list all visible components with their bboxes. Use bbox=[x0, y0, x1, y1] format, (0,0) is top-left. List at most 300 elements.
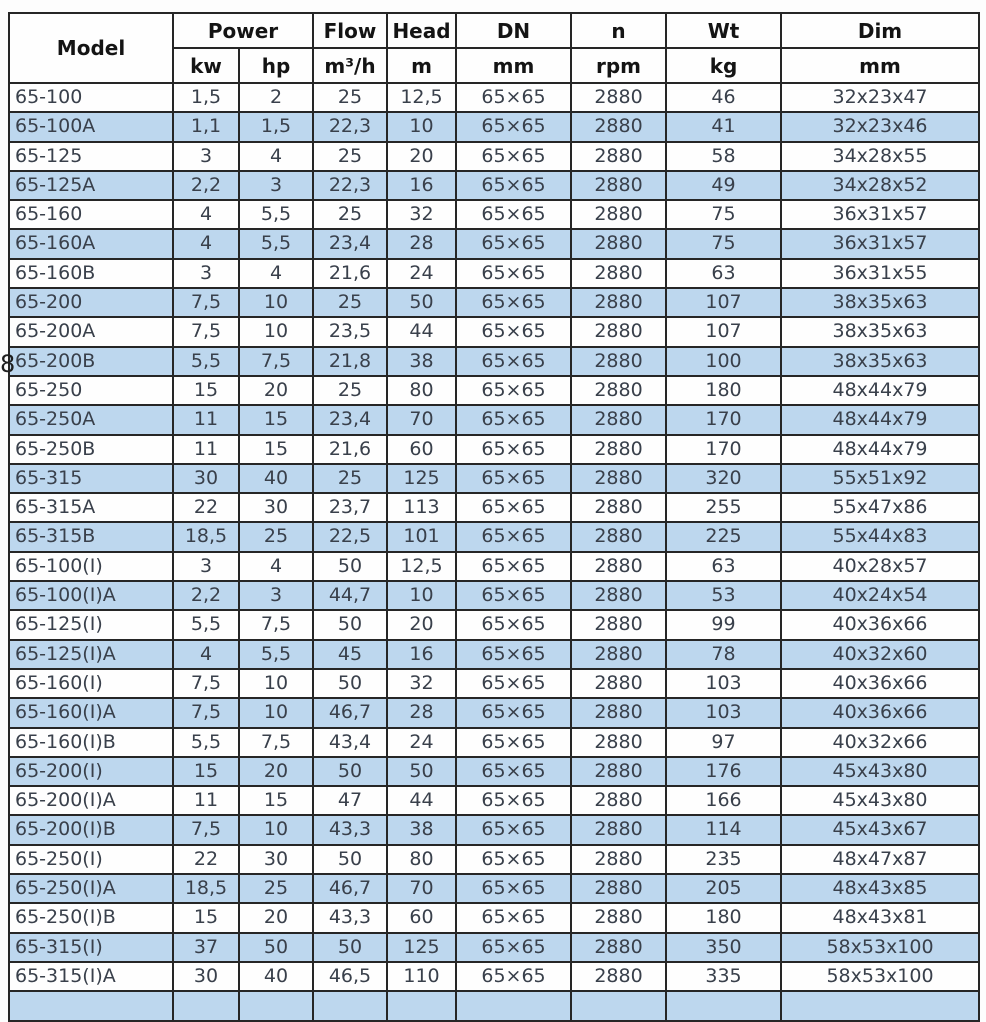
value-cell: 20 bbox=[387, 142, 456, 171]
table-row bbox=[9, 903, 979, 932]
model-cell: 65-315A bbox=[9, 493, 173, 522]
value-cell: 65×65 bbox=[456, 552, 571, 581]
model-cell: 65-250A bbox=[9, 405, 173, 434]
value-cell bbox=[571, 991, 666, 1020]
value-cell: 50 bbox=[387, 288, 456, 317]
col-header-n: n bbox=[571, 13, 666, 48]
value-cell: 25 bbox=[313, 142, 387, 171]
value-cell: 46,7 bbox=[313, 698, 387, 727]
value-cell: 2880 bbox=[571, 464, 666, 493]
value-cell: 65×65 bbox=[456, 464, 571, 493]
value-cell: 36x31x57 bbox=[781, 200, 979, 229]
value-cell: 60 bbox=[387, 435, 456, 464]
model-cell: 65-250(I)A bbox=[9, 874, 173, 903]
table-row bbox=[9, 845, 979, 874]
value-cell: 70 bbox=[387, 874, 456, 903]
value-cell bbox=[456, 991, 571, 1020]
value-cell: 40 bbox=[239, 962, 313, 991]
value-cell: 7,5 bbox=[173, 698, 239, 727]
model-cell: 65-250 bbox=[9, 376, 173, 405]
value-cell: 114 bbox=[666, 815, 781, 844]
value-cell: 65×65 bbox=[456, 640, 571, 669]
value-cell bbox=[313, 991, 387, 1020]
model-cell: 65-250B bbox=[9, 435, 173, 464]
model-cell: 65-250(I) bbox=[9, 845, 173, 874]
model-cell: 65-160A bbox=[9, 229, 173, 258]
value-cell: 10 bbox=[239, 698, 313, 727]
table-row bbox=[9, 288, 979, 317]
value-cell: 28 bbox=[387, 229, 456, 258]
value-cell: 2880 bbox=[571, 845, 666, 874]
value-cell: 65×65 bbox=[456, 874, 571, 903]
unit-header-flow: m³/h bbox=[313, 48, 387, 83]
value-cell: 65×65 bbox=[456, 259, 571, 288]
model-cell: 65-100(I) bbox=[9, 552, 173, 581]
value-cell: 3 bbox=[239, 171, 313, 200]
value-cell: 7,5 bbox=[173, 288, 239, 317]
unit-header-head: m bbox=[387, 48, 456, 83]
value-cell: 1,5 bbox=[239, 112, 313, 141]
value-cell: 225 bbox=[666, 522, 781, 551]
value-cell: 38 bbox=[387, 815, 456, 844]
value-cell: 38x35x63 bbox=[781, 347, 979, 376]
table-row bbox=[9, 786, 979, 815]
value-cell: 65×65 bbox=[456, 171, 571, 200]
value-cell: 5,5 bbox=[173, 347, 239, 376]
value-cell: 40x32x66 bbox=[781, 728, 979, 757]
value-cell: 2880 bbox=[571, 786, 666, 815]
value-cell: 113 bbox=[387, 493, 456, 522]
value-cell bbox=[239, 991, 313, 1020]
value-cell: 38x35x63 bbox=[781, 288, 979, 317]
value-cell: 2880 bbox=[571, 522, 666, 551]
table-row bbox=[9, 142, 979, 171]
value-cell: 2880 bbox=[571, 112, 666, 141]
value-cell: 50 bbox=[387, 757, 456, 786]
value-cell: 65×65 bbox=[456, 845, 571, 874]
value-cell: 235 bbox=[666, 845, 781, 874]
value-cell: 65×65 bbox=[456, 142, 571, 171]
value-cell: 25 bbox=[313, 464, 387, 493]
value-cell bbox=[173, 991, 239, 1020]
value-cell: 34x28x52 bbox=[781, 171, 979, 200]
value-cell: 40x36x66 bbox=[781, 669, 979, 698]
value-cell: 25 bbox=[313, 83, 387, 112]
table-row bbox=[9, 229, 979, 258]
value-cell: 2880 bbox=[571, 757, 666, 786]
table-row bbox=[9, 435, 979, 464]
col-header-dim: Dim bbox=[781, 13, 979, 48]
value-cell: 3 bbox=[173, 259, 239, 288]
value-cell: 2880 bbox=[571, 698, 666, 727]
model-cell: 65-200(I) bbox=[9, 757, 173, 786]
value-cell: 12,5 bbox=[387, 552, 456, 581]
model-cell bbox=[9, 991, 173, 1020]
value-cell: 40x36x66 bbox=[781, 698, 979, 727]
value-cell: 21,6 bbox=[313, 259, 387, 288]
table-row bbox=[9, 669, 979, 698]
value-cell: 65×65 bbox=[456, 83, 571, 112]
value-cell: 65×65 bbox=[456, 200, 571, 229]
table-row bbox=[9, 112, 979, 141]
value-cell: 50 bbox=[313, 757, 387, 786]
value-cell: 32x23x47 bbox=[781, 83, 979, 112]
value-cell: 65×65 bbox=[456, 376, 571, 405]
value-cell: 46,5 bbox=[313, 962, 387, 991]
value-cell: 65×65 bbox=[456, 435, 571, 464]
value-cell: 20 bbox=[387, 610, 456, 639]
col-header-power: Power bbox=[173, 13, 313, 48]
model-cell: 65-200B bbox=[9, 347, 173, 376]
value-cell: 22,3 bbox=[313, 112, 387, 141]
value-cell: 97 bbox=[666, 728, 781, 757]
model-cell: 65-200 bbox=[9, 288, 173, 317]
value-cell: 40x28x57 bbox=[781, 552, 979, 581]
value-cell: 23,4 bbox=[313, 405, 387, 434]
value-cell: 50 bbox=[313, 552, 387, 581]
value-cell: 99 bbox=[666, 610, 781, 639]
value-cell: 45x43x67 bbox=[781, 815, 979, 844]
value-cell: 32 bbox=[387, 200, 456, 229]
value-cell: 30 bbox=[173, 962, 239, 991]
value-cell: 50 bbox=[313, 845, 387, 874]
value-cell: 7,5 bbox=[239, 728, 313, 757]
value-cell: 16 bbox=[387, 171, 456, 200]
table-body bbox=[9, 83, 979, 1021]
value-cell: 38 bbox=[387, 347, 456, 376]
col-header-flow: Flow bbox=[313, 13, 387, 48]
value-cell: 2880 bbox=[571, 933, 666, 962]
value-cell: 65×65 bbox=[456, 317, 571, 346]
value-cell: 55x47x86 bbox=[781, 493, 979, 522]
value-cell: 4 bbox=[173, 200, 239, 229]
value-cell: 53 bbox=[666, 581, 781, 610]
value-cell: 15 bbox=[173, 903, 239, 932]
table-row bbox=[9, 698, 979, 727]
value-cell: 2880 bbox=[571, 288, 666, 317]
value-cell: 2880 bbox=[571, 493, 666, 522]
value-cell: 2880 bbox=[571, 640, 666, 669]
value-cell: 22,3 bbox=[313, 171, 387, 200]
table-row bbox=[9, 376, 979, 405]
value-cell: 320 bbox=[666, 464, 781, 493]
value-cell: 80 bbox=[387, 845, 456, 874]
table-row bbox=[9, 962, 979, 991]
table-row bbox=[9, 581, 979, 610]
model-cell: 65-160 bbox=[9, 200, 173, 229]
value-cell: 5,5 bbox=[173, 728, 239, 757]
value-cell: 24 bbox=[387, 728, 456, 757]
value-cell: 2880 bbox=[571, 903, 666, 932]
value-cell: 100 bbox=[666, 347, 781, 376]
value-cell: 4 bbox=[239, 259, 313, 288]
value-cell: 45x43x80 bbox=[781, 757, 979, 786]
value-cell: 44 bbox=[387, 317, 456, 346]
value-cell: 22,5 bbox=[313, 522, 387, 551]
value-cell: 2880 bbox=[571, 610, 666, 639]
value-cell: 50 bbox=[313, 669, 387, 698]
value-cell: 2880 bbox=[571, 376, 666, 405]
value-cell: 2880 bbox=[571, 347, 666, 376]
value-cell: 335 bbox=[666, 962, 781, 991]
value-cell: 11 bbox=[173, 786, 239, 815]
value-cell: 48x44x79 bbox=[781, 435, 979, 464]
value-cell: 350 bbox=[666, 933, 781, 962]
value-cell: 15 bbox=[173, 757, 239, 786]
table-row bbox=[9, 83, 979, 112]
value-cell: 2880 bbox=[571, 669, 666, 698]
value-cell: 2880 bbox=[571, 874, 666, 903]
value-cell: 15 bbox=[239, 786, 313, 815]
value-cell: 5,5 bbox=[173, 610, 239, 639]
model-cell: 65-125 bbox=[9, 142, 173, 171]
value-cell: 58x53x100 bbox=[781, 933, 979, 962]
value-cell: 48x44x79 bbox=[781, 376, 979, 405]
page-number-artifact: 8 bbox=[0, 350, 16, 378]
value-cell: 170 bbox=[666, 405, 781, 434]
value-cell: 1,1 bbox=[173, 112, 239, 141]
model-cell: 65-125(I) bbox=[9, 610, 173, 639]
value-cell: 25 bbox=[313, 288, 387, 317]
unit-header-kw: kw bbox=[173, 48, 239, 83]
value-cell: 5,5 bbox=[239, 200, 313, 229]
value-cell: 36x31x55 bbox=[781, 259, 979, 288]
value-cell: 65×65 bbox=[456, 229, 571, 258]
table-row bbox=[9, 405, 979, 434]
value-cell: 30 bbox=[239, 493, 313, 522]
value-cell: 16 bbox=[387, 640, 456, 669]
model-cell: 65-100(I)A bbox=[9, 581, 173, 610]
value-cell: 37 bbox=[173, 933, 239, 962]
pump-spec-table bbox=[8, 12, 980, 1022]
value-cell: 2880 bbox=[571, 405, 666, 434]
value-cell: 2880 bbox=[571, 259, 666, 288]
value-cell: 7,5 bbox=[173, 669, 239, 698]
value-cell: 48x43x85 bbox=[781, 874, 979, 903]
value-cell: 3 bbox=[173, 142, 239, 171]
value-cell: 65×65 bbox=[456, 347, 571, 376]
value-cell: 20 bbox=[239, 757, 313, 786]
value-cell: 2880 bbox=[571, 815, 666, 844]
value-cell: 176 bbox=[666, 757, 781, 786]
col-header-head: Head bbox=[387, 13, 456, 48]
value-cell: 20 bbox=[239, 903, 313, 932]
value-cell: 5,5 bbox=[239, 229, 313, 258]
value-cell: 7,5 bbox=[239, 610, 313, 639]
table-row bbox=[9, 347, 979, 376]
col-header-wt: Wt bbox=[666, 13, 781, 48]
value-cell: 3 bbox=[173, 552, 239, 581]
value-cell: 21,8 bbox=[313, 347, 387, 376]
model-cell: 65-160(I)A bbox=[9, 698, 173, 727]
model-cell: 65-160B bbox=[9, 259, 173, 288]
model-cell: 65-125(I)A bbox=[9, 640, 173, 669]
table-row bbox=[9, 493, 979, 522]
value-cell: 65×65 bbox=[456, 493, 571, 522]
table-row bbox=[9, 200, 979, 229]
value-cell: 43,4 bbox=[313, 728, 387, 757]
value-cell: 48x43x81 bbox=[781, 903, 979, 932]
value-cell: 10 bbox=[239, 669, 313, 698]
value-cell: 10 bbox=[387, 112, 456, 141]
value-cell: 5,5 bbox=[239, 640, 313, 669]
value-cell: 50 bbox=[239, 933, 313, 962]
unit-header-hp: hp bbox=[239, 48, 313, 83]
value-cell: 107 bbox=[666, 288, 781, 317]
value-cell: 15 bbox=[239, 435, 313, 464]
value-cell: 110 bbox=[387, 962, 456, 991]
value-cell: 30 bbox=[173, 464, 239, 493]
value-cell: 22 bbox=[173, 493, 239, 522]
value-cell: 103 bbox=[666, 669, 781, 698]
value-cell: 2880 bbox=[571, 317, 666, 346]
value-cell: 25 bbox=[313, 376, 387, 405]
model-cell: 65-125A bbox=[9, 171, 173, 200]
value-cell: 38x35x63 bbox=[781, 317, 979, 346]
value-cell: 65×65 bbox=[456, 815, 571, 844]
value-cell: 49 bbox=[666, 171, 781, 200]
value-cell: 7,5 bbox=[173, 815, 239, 844]
value-cell: 65×65 bbox=[456, 962, 571, 991]
value-cell bbox=[781, 991, 979, 1020]
value-cell: 48x47x87 bbox=[781, 845, 979, 874]
value-cell: 63 bbox=[666, 259, 781, 288]
value-cell: 65×65 bbox=[456, 933, 571, 962]
value-cell: 10 bbox=[239, 317, 313, 346]
value-cell: 21,6 bbox=[313, 435, 387, 464]
table-row bbox=[9, 171, 979, 200]
value-cell: 3 bbox=[239, 581, 313, 610]
value-cell: 2880 bbox=[571, 581, 666, 610]
value-cell: 2880 bbox=[571, 552, 666, 581]
model-cell: 65-315 bbox=[9, 464, 173, 493]
value-cell: 58 bbox=[666, 142, 781, 171]
value-cell: 45x43x80 bbox=[781, 786, 979, 815]
value-cell: 65×65 bbox=[456, 669, 571, 698]
value-cell bbox=[666, 991, 781, 1020]
value-cell: 255 bbox=[666, 493, 781, 522]
value-cell: 65×65 bbox=[456, 757, 571, 786]
value-cell: 2880 bbox=[571, 200, 666, 229]
value-cell: 65×65 bbox=[456, 288, 571, 317]
value-cell: 180 bbox=[666, 376, 781, 405]
value-cell: 2880 bbox=[571, 171, 666, 200]
value-cell: 32x23x46 bbox=[781, 112, 979, 141]
value-cell: 36x31x57 bbox=[781, 229, 979, 258]
value-cell: 7,5 bbox=[173, 317, 239, 346]
value-cell: 70 bbox=[387, 405, 456, 434]
value-cell: 55x44x83 bbox=[781, 522, 979, 551]
table-row bbox=[9, 757, 979, 786]
unit-header-dn: mm bbox=[456, 48, 571, 83]
value-cell: 40 bbox=[239, 464, 313, 493]
model-cell: 65-200(I)B bbox=[9, 815, 173, 844]
value-cell: 11 bbox=[173, 405, 239, 434]
value-cell: 44,7 bbox=[313, 581, 387, 610]
value-cell: 7,5 bbox=[239, 347, 313, 376]
table-row bbox=[9, 815, 979, 844]
table-row bbox=[9, 259, 979, 288]
table-row bbox=[9, 464, 979, 493]
model-cell: 65-315(I)A bbox=[9, 962, 173, 991]
value-cell bbox=[387, 991, 456, 1020]
value-cell: 4 bbox=[173, 640, 239, 669]
value-cell: 101 bbox=[387, 522, 456, 551]
value-cell: 43,3 bbox=[313, 815, 387, 844]
value-cell: 46,7 bbox=[313, 874, 387, 903]
value-cell: 65×65 bbox=[456, 610, 571, 639]
value-cell: 65×65 bbox=[456, 581, 571, 610]
table-row bbox=[9, 522, 979, 551]
value-cell: 2,2 bbox=[173, 581, 239, 610]
value-cell: 65×65 bbox=[456, 903, 571, 932]
value-cell: 18,5 bbox=[173, 874, 239, 903]
value-cell: 60 bbox=[387, 903, 456, 932]
value-cell: 180 bbox=[666, 903, 781, 932]
model-cell: 65-200A bbox=[9, 317, 173, 346]
value-cell: 40x24x54 bbox=[781, 581, 979, 610]
value-cell: 24 bbox=[387, 259, 456, 288]
model-cell: 65-250(I)B bbox=[9, 903, 173, 932]
table-row bbox=[9, 610, 979, 639]
value-cell: 205 bbox=[666, 874, 781, 903]
unit-header-dim: mm bbox=[781, 48, 979, 83]
table-row bbox=[9, 317, 979, 346]
model-cell: 65-315(I) bbox=[9, 933, 173, 962]
value-cell: 15 bbox=[173, 376, 239, 405]
table-row bbox=[9, 728, 979, 757]
value-cell: 46 bbox=[666, 83, 781, 112]
table-row bbox=[9, 874, 979, 903]
value-cell: 166 bbox=[666, 786, 781, 815]
value-cell: 25 bbox=[239, 874, 313, 903]
value-cell: 65×65 bbox=[456, 698, 571, 727]
unit-header-wt: kg bbox=[666, 48, 781, 83]
value-cell: 65×65 bbox=[456, 728, 571, 757]
value-cell: 1,5 bbox=[173, 83, 239, 112]
value-cell: 28 bbox=[387, 698, 456, 727]
value-cell: 25 bbox=[313, 200, 387, 229]
value-cell: 11 bbox=[173, 435, 239, 464]
value-cell: 23,7 bbox=[313, 493, 387, 522]
value-cell: 50 bbox=[313, 610, 387, 639]
value-cell: 2 bbox=[239, 83, 313, 112]
value-cell: 4 bbox=[239, 552, 313, 581]
value-cell: 170 bbox=[666, 435, 781, 464]
header-row-groups bbox=[9, 13, 979, 48]
table-header bbox=[9, 13, 979, 83]
value-cell: 80 bbox=[387, 376, 456, 405]
model-cell: 65-160(I)B bbox=[9, 728, 173, 757]
value-cell: 43,3 bbox=[313, 903, 387, 932]
value-cell: 48x44x79 bbox=[781, 405, 979, 434]
model-cell: 65-160(I) bbox=[9, 669, 173, 698]
value-cell: 2880 bbox=[571, 728, 666, 757]
value-cell: 25 bbox=[239, 522, 313, 551]
value-cell: 125 bbox=[387, 933, 456, 962]
value-cell: 10 bbox=[387, 581, 456, 610]
value-cell: 4 bbox=[173, 229, 239, 258]
value-cell: 103 bbox=[666, 698, 781, 727]
value-cell: 12,5 bbox=[387, 83, 456, 112]
value-cell: 18,5 bbox=[173, 522, 239, 551]
value-cell: 44 bbox=[387, 786, 456, 815]
value-cell: 65×65 bbox=[456, 405, 571, 434]
value-cell: 55x51x92 bbox=[781, 464, 979, 493]
value-cell: 40x36x66 bbox=[781, 610, 979, 639]
value-cell: 58x53x100 bbox=[781, 962, 979, 991]
table-row-partial bbox=[9, 991, 979, 1020]
